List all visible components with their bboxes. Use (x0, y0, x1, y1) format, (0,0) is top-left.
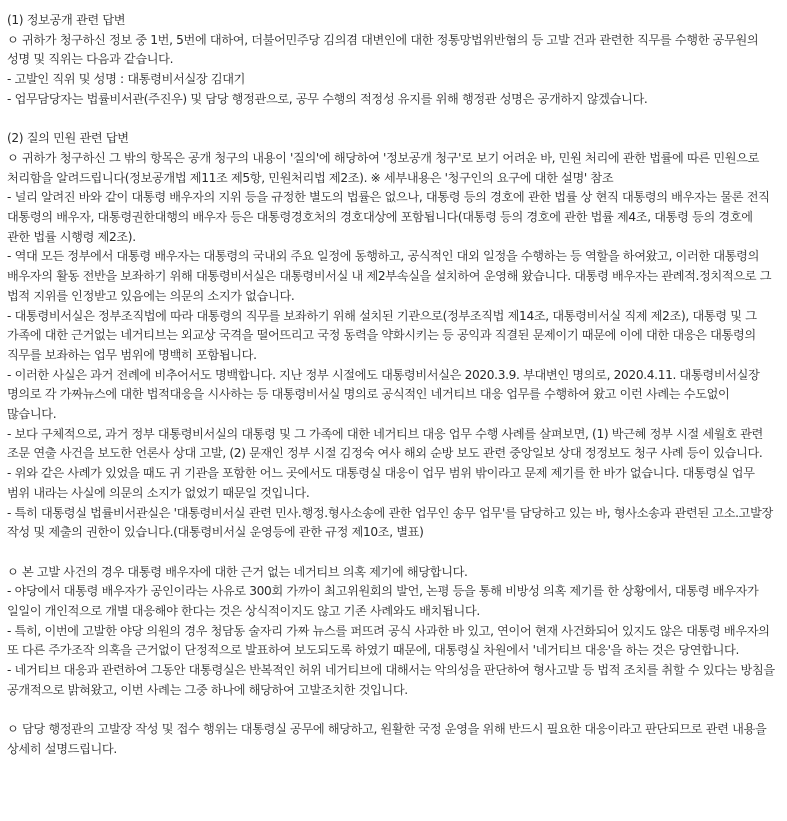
blank-line (7, 543, 777, 563)
section2-heading: (2) 질의 민원 관련 답변 (7, 131, 129, 146)
section3-item: - 야당에서 대통령 배우자가 공인이라는 사유로 300회 가까이 최고위원회의 발언, 논평 등을 통해 비방성 의혹 제기를 한 상황에서, 대통령 배우자가 일일이 개인적으로 개별 대응해야 한다는 것은 상식적이지도 않고 기존 사례와도 배치됩니다. (7, 584, 759, 619)
section2-item: - 널리 알려진 바와 같이 대통령 배우자의 지위 등을 규정한 별도의 법률은 없으나, 대통령 등의 경호에 관한 법률 상 현직 대통령의 배우자는 물론 전직 대통령의 배우자, 대통령권한대행의 배우자 등은 대통령경호처의 경호대상에 포함됩니다(대통령 등의 경호에 관한 법률 제4조, 대통령 등의 경호에 관한 법률 시행령 제2조). (7, 190, 770, 244)
section2-item: - 특히 대통령실 법률비서관실은 '대통령비서실 관련 민사.행정.형사소송에 관한 업무인 송무 업무'를 담당하고 있는 바, 형사소송과 관련된 고소.고발장 작성 및 제출의 권한이 있습니다.(대통령비서실 운영등에 관한 규정 제10조, 별표) (7, 505, 773, 540)
section3-intro: ㅇ 본 고발 사건의 경우 대통령 배우자에 대한 근거 없는 네거티브 의혹 제기에 해당합니다. (7, 564, 468, 579)
blank-line (7, 110, 777, 130)
section1-item: - 업무담당자는 법률비서관(주진우) 및 담당 행정관으로, 공무 수행의 적정성 유지를 위해 행정관 성명은 공개하지 않겠습니다. (7, 91, 648, 106)
section1-item: - 고발인 직위 및 성명 : 대통령비서실장 김대기 (7, 72, 246, 87)
section4-intro: ㅇ 담당 행정관의 고발장 작성 및 접수 행위는 대통령실 공무에 해당하고, 원활한 국정 운영을 위해 반드시 필요한 대응이라고 판단되므로 관련 내용을 상세히 설명드립니다. (7, 722, 767, 756)
section2-intro: ㅇ 귀하가 청구하신 그 밖의 항목은 공개 청구의 내용이 '질의'에 해당하여 '정보공개 청구'로 보기 어려운 바, 민원 처리에 관한 법률에 따른 민원으로 처리함을 알려드립니다(정보공개법 제11조 제5항, 민원처리법 제2조). ※ 세부내용은 '청구인의 요구에 대한 설명' 참조 (7, 150, 760, 185)
section3-item: - 특히, 이번에 고발한 야당 의원의 경우 청담동 술자리 가짜 뉴스를 퍼뜨려 공식 사과한 바 있고, 연이어 현재 사건화되어 있지도 않은 대통령 배우자의 또 다른 주가조작 의혹을 근거없이 단정적으로 발표하여 보도되도록 하였기 때문에, 대통령실 차원에서 '네거티브 대응'을 하는 것은 당연합니다. (7, 623, 770, 658)
section2-item: - 위와 같은 사례가 있었을 때도 귀 기관을 포함한 어느 곳에서도 대통령실 대응이 업무 범위 밖이라고 문제 제기를 한 바가 없습니다. 대통령실 업무 범위 내라는 사실에 의문의 소지가 없었기 때문일 것입니다. (7, 466, 755, 500)
section2-item: - 이러한 사실은 과거 전례에 비추어서도 명백합니다. 지난 정부 시절에도 대통령비서실은 2020.3.9. 부대변인 명의로, 2020.4.11. 대통령비서실장 명의로 각 가짜뉴스에 대한 법적대응을 시사하는 등 대통령비서실 명의로 공식적인 네거티브 대응 업무를 수행하여 왔고 이런 사례는 수도없이 많습니다. (7, 367, 760, 422)
section2-item: - 대통령비서실은 정부조직법에 따라 대통령의 직무를 보좌하기 위해 설치된 기관으로(정부조직법 제14조, 대통령비서실 직제 제2조), 대통령 및 그 가족에 대한 근거없는 네거티브는 외교상 국격을 떨어뜨리고 국정 동력을 약화시키는 등 공익과 직결된 문제이기 때문에 이에 대한 대응은 대통령의 직무를 보좌하는 업무 범위에 명백히 포함됩니다. (7, 308, 757, 362)
blank-line (7, 701, 777, 721)
section1-intro: ㅇ 귀하가 청구하신 정보 중 1번, 5번에 대하여, 더불어민주당 김의겸 대변인에 대한 정통망법위반혐의 등 고발 건과 관련한 직무를 수행한 공무원의 성명 및 직위는 다음과 같습니다. (7, 32, 759, 67)
section2-item: - 보다 구체적으로, 과거 정부 대통령비서실의 대통령 및 그 가족에 대한 네거티브 대응 업무 수행 사례를 살펴보면, (1) 박근혜 정부 시절 세월호 관련 조문 연출 사건을 보도한 언론사 상대 고발, (2) 문재인 정부 시절 김정숙 여사 해외 순방 보도 관련 중앙일보 상대 정정보도 청구 사례 등이 있습니다. (7, 426, 763, 461)
section1-heading: (1) 정보공개 관련 답변 (7, 13, 126, 27)
section3-item: - 네거티브 대응과 관련하여 그동안 대통령실은 반복적인 허위 네거티브에 대해서는 악의성을 판단하여 형사고발 등 법적 조치를 취할 수 있다는 방침을 공개적으로 밝혀왔고, 이번 사례는 그중 하나에 해당하여 고발조치한 것입니다. (7, 663, 775, 697)
section2-item: - 역대 모든 정부에서 대통령 배우자는 대통령의 국내외 주요 일정에 동행하고, 공식적인 대외 일정을 수행하는 등 역할을 하여왔고, 이러한 대통령의 배우자의 활동 전반을 보좌하기 위해 대통령비서실은 대통령비서실 내 제2부속실을 설치하여 운영해 왔습니다. 대통령 배우자는 관례적.정치적으로 그 법적 지위를 인정받고 있음에는 의문의 소지가 없습니다. (7, 249, 772, 303)
